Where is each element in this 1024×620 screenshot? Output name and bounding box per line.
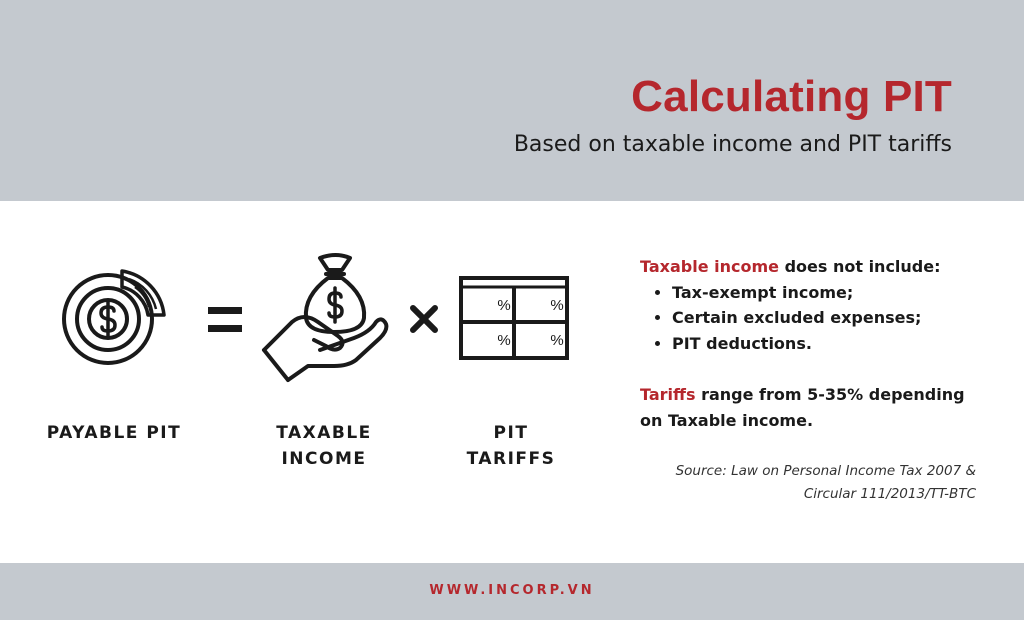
equals-operator [208, 307, 242, 333]
notes-intro-rest: does not include: [779, 257, 941, 276]
dollar-coin-chart-icon [62, 265, 166, 369]
label-line: PAYABLE PIT [46, 423, 182, 443]
page-title: Calculating PIT [631, 72, 952, 121]
tariffs-note [640, 382, 985, 433]
list-item: • Certain excluded expenses; [672, 305, 985, 331]
tariff-cell-percent: % [550, 332, 564, 349]
source-line: Circular 111/2013/TT-BTC [803, 486, 976, 502]
label-pit-tariffs [431, 420, 591, 472]
page-subtitle: Based on taxable income and PIT tariffs [513, 132, 952, 157]
label-line: TAXABLE [276, 423, 372, 443]
footer-url: WWW.INCORP.VN [429, 583, 595, 598]
notes-intro [640, 254, 985, 280]
source-citation [676, 460, 976, 506]
equals-icon [208, 307, 242, 333]
label-line: PIT [493, 423, 529, 443]
exclusions-list [640, 280, 985, 357]
tariff-cell-percent: % [497, 297, 511, 314]
label-line: TARIFFS [466, 449, 556, 469]
tariff-cell-percent: % [497, 332, 511, 349]
label-line: INCOME [281, 449, 367, 469]
source-line: Source: Law on Personal Income Tax 2007 & [675, 463, 976, 479]
label-taxable-income [244, 420, 404, 472]
list-item: • PIT deductions. [672, 331, 985, 357]
list-item: • Tax-exempt income; [672, 280, 985, 306]
hand-money-bag-icon [258, 252, 390, 384]
multiply-operator [410, 305, 438, 333]
notes-panel [640, 254, 985, 433]
highlight-taxable-income: Taxable income [640, 257, 779, 276]
label-payable-pit [34, 420, 194, 446]
tariffs-note-rest: range from 5-35% depending on Taxable income. [640, 385, 965, 430]
tariff-cell-percent: % [550, 297, 564, 314]
tariff-table-icon [459, 276, 569, 360]
times-icon [410, 305, 438, 333]
highlight-tariffs: Tariffs [640, 385, 696, 404]
